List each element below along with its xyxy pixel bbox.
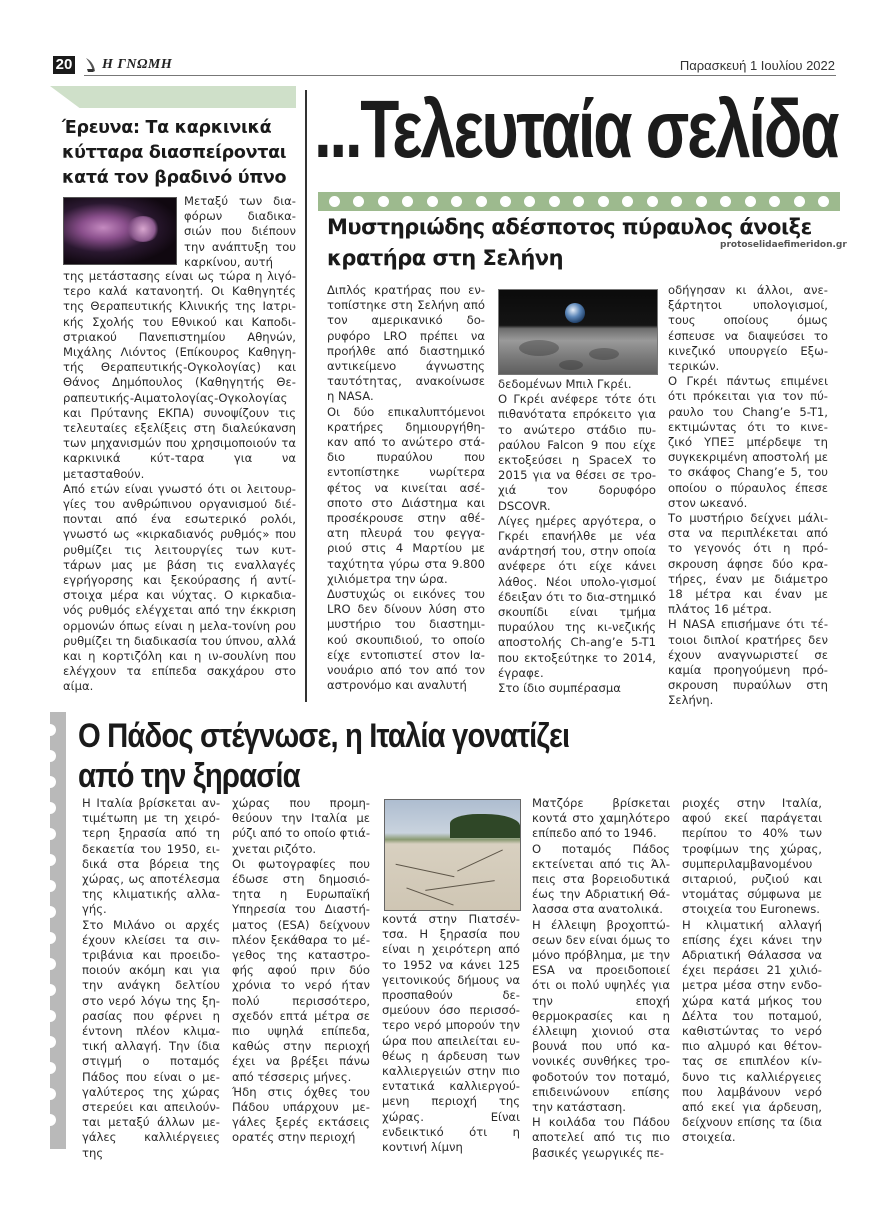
paragraph: Η έλλειψη βροχοπτώ-σεων δεν είναι όμως το μόνο πρόβλημα, με την ESA να προειδοποιεί ότι οι πολύ υψηλές για την εποχή θερμοκρασίες και η έλλειψη χιονιού στα βουνά που υπό κα-νονικές συνθήκες τρο-φοδοτούν τον ποταμό, επιδεινώνουν επίσης την κατάσταση.	[532, 917, 670, 1115]
cancer-cells-photo	[63, 197, 177, 265]
paragraph: Ήδη στις όχθες του Πάδου υπάρχουν με-γάλες ξερές εκτάσεις ορατές στην περιοχή	[232, 1084, 370, 1145]
column-divider	[305, 90, 307, 702]
paragraph: Ο Γκρέι ανέφερε τότε ότι πιθανότατα επρόκειτο για το ανώτερο στάδιο πυ-ραύλου Falcon 9 που είχε εκτοξεύσει η SpaceX το 2015 για να θέσει σε τρο-χιά τον δορυφόρο DSCOVR.	[498, 392, 656, 513]
paragraph: Η Ιταλία βρίσκεται αν-τιμέτωπη με τη χειρό-τερη ξηρασία από τη δεκαετία του 1950, ει-δικά στα βόρεια της χώρας, ως αποτέλεσμα της κλιματικής αλλα-γής.	[82, 796, 220, 917]
moon-article-headline: Μυστηριώδης αδέσποτος πύραυλος άνοιξε κρατήρα στη Σελήνη	[327, 215, 812, 270]
paragraph: Οι φωτογραφίες που έδωσε στη δημοσιό-τητα η Ευρωπαϊκή Υπηρεσία του Διαστή-ματος (ESA) δείχνουν πλέον ξεκάθαρα το μέ-γεθος της καταστρο-φής αφού πριν δύο χρόνια το νερό ήταν πολύ περισσότερο, σχεδόν επτά μέτρα σε πιο υψηλά επίπεδα, καθώς στην περιοχή έχει να βρέξει πάνω από τέσσερις μήνες.	[232, 856, 370, 1084]
header-rule	[84, 75, 836, 76]
paragraph: Ο Γκρέι πάντως επιμένει ότι πρόκειται για τον πύ-ραυλο του Chang’e 5-T1, εκτιμώντας ότι το κινε-ζικό ΥΠΕΞ μπέρδεψε τη συγκεκριμένη αποστολή με το σκάφος Chang’e 5, του οποίου ο πύραυλος έπεσε στον ωκεανό.	[668, 374, 828, 510]
padus-article-column-2	[232, 796, 370, 1146]
paragraph: Η NASA επισήμανε ότι τέ-τοιοι διπλοί κρατήρες δεν έχουν αναγνωριστεί σε καμία προηγούμενη πρό-σκρουση πυραύλων στη Σελήνη.	[668, 617, 828, 708]
paragraph: Στο ίδιο συμπέρασμα	[498, 681, 621, 696]
dry-riverbed-photo	[384, 799, 521, 911]
paragraph: κοντά στην Πιατσέν-τσα. Η ξηρασία που είναι η χειρότερη από το 1952 να κάνει 125 γειτονικούς δήμους να προσπαθούν δε-σμεύουν όσο περισσό-τερο νερό μπορούν την ώρα που απειλείται ευ-θέως η άρδευση των καλλιεργειών στην πιο εντατικά καλλιεργού-μενη περιοχή της χώρας. Είναι ενδεικτικό ότι η κοντινή λίμνη	[382, 912, 520, 1155]
decorative-side-bar	[50, 712, 66, 1149]
paragraph: οδήγησαν κι άλλοι, ανε-ξάρτητοι υπολογισμοί, τους οποίους όμως έσπευσε να διαψεύσει το κινεζικό υπουργείο Εξω-τερικών.	[668, 283, 828, 374]
watermark: protoselidaefimeridon.gr	[720, 240, 847, 250]
paragraph: Διπλός κρατήρας που εν-τοπίστηκε στη Σελήνη από τον αμερικανικό δο-ρυφόρο LRO πρέπει να προήλθε από διαστημικό αντικείμενο άγνωστης ταυτότητας, ανακοίνωσε η NASA.	[327, 283, 485, 404]
issue-date: Παρασκευή 1 Ιουλίου 2022	[679, 58, 835, 73]
paragraph: χώρας που προμη-θεύουν την Ιταλία με ρύζι από το οποίο φτιά-χνεται ριζότο.	[232, 796, 370, 856]
cancer-article-intro: Μεταξύ των δια-φόρων διαδικα-σιών που διέπουν την ανάπτυξη του καρκίνου, αυτή	[184, 194, 296, 269]
paragraph: της μετάστασης είναι ως τώρα η λιγό-τερο καλά κατανοητή. Οι Καθηγητές της Θεραπευτικής Κλινικής της Ιατρι-κής Σχολής του Εθνικού και Καποδι-στριακού Πανεπιστημίου Αθηνών, Μιχάλης Λιόντος (Επίκουρος Καθηγη-τής Θεραπευτικής-Ογκολογίας) και Θάνος Δημόπουλος (Καθηγητής Θε-ραπευτικής-Αιματολογίας-Ογκολογίας και Πρύτανης ΕΚΠΑ) συνοψίζουν τις τελευταίες εξελίξεις στη διαλεύκανση των μηχανισμών που χρησιμοποιούν τα καρκινικά κύτ-ταρα για να μετασταθούν.	[63, 269, 296, 481]
moon-article-column-1	[327, 283, 485, 693]
padus-article-headline: Ο Πάδος στέγνωσε, η Ιταλία γονατίζει από την ξηρασία	[78, 717, 570, 795]
decorative-green-band	[50, 86, 296, 108]
newspaper-name: Η ΓΝΩΜΗ	[102, 57, 173, 72]
paragraph: Ματζόρε βρίσκεται κοντά στο χαμηλότερο επίπεδο από το 1946.	[532, 796, 670, 841]
padus-article-column-5	[682, 796, 822, 1146]
padus-article-column-4	[532, 796, 670, 1161]
decorative-dot-band	[318, 192, 840, 211]
paragraph: Η κλιματική αλλαγή επίσης έχει κάνει την Αδριατική Θάλασσα να έχει περάσει 21 χιλιό-μετρα μέσα στην ενδο-χώρα κατά μήκος του Δέλτα του ποταμού, καθιστώντας το νερό πιο αλμυρό και θέτον-τας σε επιπλέον κίν-δυνο τις καλλιέργειες που λαμβάνουν νερό από εκεί για άρδευση, δείχνουν επίσης τα ίδια στοιχεία.	[682, 917, 822, 1145]
section-title: ...Τελευταία σελίδα	[314, 84, 838, 175]
padus-article-column-1	[82, 796, 220, 1161]
padus-article-column-3	[382, 912, 520, 1155]
cancer-article-body	[63, 269, 296, 695]
paragraph: Στο Μιλάνο οι αρχές έχουν κλείσει τα σιν-τριβάνια και προειδο-ποιούν ακόμη και για την ανάγκη δελτίου στο νερό λόγω της ξη-ρασίας που φέρνει η έντονη πλέον κλιμα-τική αλλαγή. Την ίδια στιγμή ο ποταμός Πάδος που είναι ο με-γαλύτερος της χώρας στερεύει και απειλούν-ται μεταξύ άλλων με-γάλες καλλιέργειες της	[82, 917, 220, 1160]
moon-article-column-3	[668, 283, 828, 709]
newspaper-logo	[84, 55, 172, 75]
quill-icon	[84, 57, 98, 73]
paragraph: Δυστυχώς οι εικόνες του LRO δεν δίνουν λύση στο μυστήριο του διαστημι-κού σκουπιδιού, το οποίο είχε εντοπιστεί στον Ια-νουάριο από τον από τον αστρονόμο και αναλυτή	[327, 587, 485, 693]
paragraph: Ο ποταμός Πάδος εκτείνεται από τις Άλ-πεις στα βορειοδυτικά έως την Αδριατική Θά-λασσα στα ανατολικά.	[532, 841, 670, 917]
paragraph: Το μυστήριο δείχνει μάλι-στα να περιπλέκεται από το γεγονός ότι η πρό-σκρουση άφησε δύο κρα-τήρες, έναν με διάμετρο 18 μέτρα και έναν με πλάτος 16 μέτρα.	[668, 511, 828, 617]
paragraph: Οι δύο επικαλυπτόμενοι κρατήρες δημιουργήθη-καν από το ανώτερο στά-διο πυραύλου που εντοπίστηκε νωρίτερα φέτος να κινείται ασέ-σποτο στο Διάστημα και προσέκρουσε στην αθέ-ατη πλευρά του φεγγα-ριού στις 4 Μαρτίου με ταχύτητα γύρω στα 9.800 χιλιόμετρα την ώρα.	[327, 404, 485, 586]
paragraph: Από ετών είναι γνωστό ότι οι λειτουρ-γίες του ανθρώπινου οργανισμού διέ-πονται από ένα εσωτερικό ρολόι, γνωστό ως «κιρκαδιανός ρυθμός» που ρυθμίζει τις λειτουργίες των κυτ-τάρων μας με βάση τις εναλλαγές εγρήγορσης και ξεκούρασης ή αντί-στοιχα μέρα και νύχτας. Ο κιρκαδια-νός ρυθμός ελέγχεται από την έκκριση ορμονών όπως είναι η μελα-τονίνη ρου ρυθμίζει τη διαδικασία του ύπνου, αλλά και η κορτιζόλη και η ιν-σουλίνη που ελέγχουν τα επίπεδα σακχάρου στο αίμα.	[63, 481, 296, 694]
moon-article-column-2	[498, 377, 656, 696]
paragraph: Η κοιλάδα του Πάδου αποτελεί από τις πιο βασικές γεωργικές πε-	[532, 1115, 670, 1160]
paragraph: δεδομένων Μπιλ Γκρέι.	[498, 377, 632, 391]
cancer-article-headline: Έρευνα: Τα καρκινικά κύτταρα διασπείρονται κατά τον βραδινό ύπνο	[62, 118, 287, 188]
paragraph: ριοχές στην Ιταλία, αφού εκεί παράγεται περίπου το 40% των τροφίμων της χώρας, συμπεριλαμβανομένου σιταριού, ρυζιού και ντομάτας σύμφωνα με στοιχεία του Euronews.	[682, 796, 822, 917]
moon-earthrise-photo	[498, 289, 658, 375]
earth-image	[565, 303, 585, 323]
paragraph: Λίγες ημέρες αργότερα, ο Γκρέι επανήλθε με νέα ανάρτησή του, στην οποία ανέφερε ότι είχε κάνει λάθος. Νέοι υπολο-γισμοί έδειξαν ότι το δια-στημικό σκουπίδι είναι τμήμα πυραύλου της κι-νεζικής αποστολής Ch-ang’e 5-T1 που εκτοξεύτηκε το 2014, έγραφε.	[498, 513, 656, 680]
page-number: 20	[53, 56, 75, 74]
